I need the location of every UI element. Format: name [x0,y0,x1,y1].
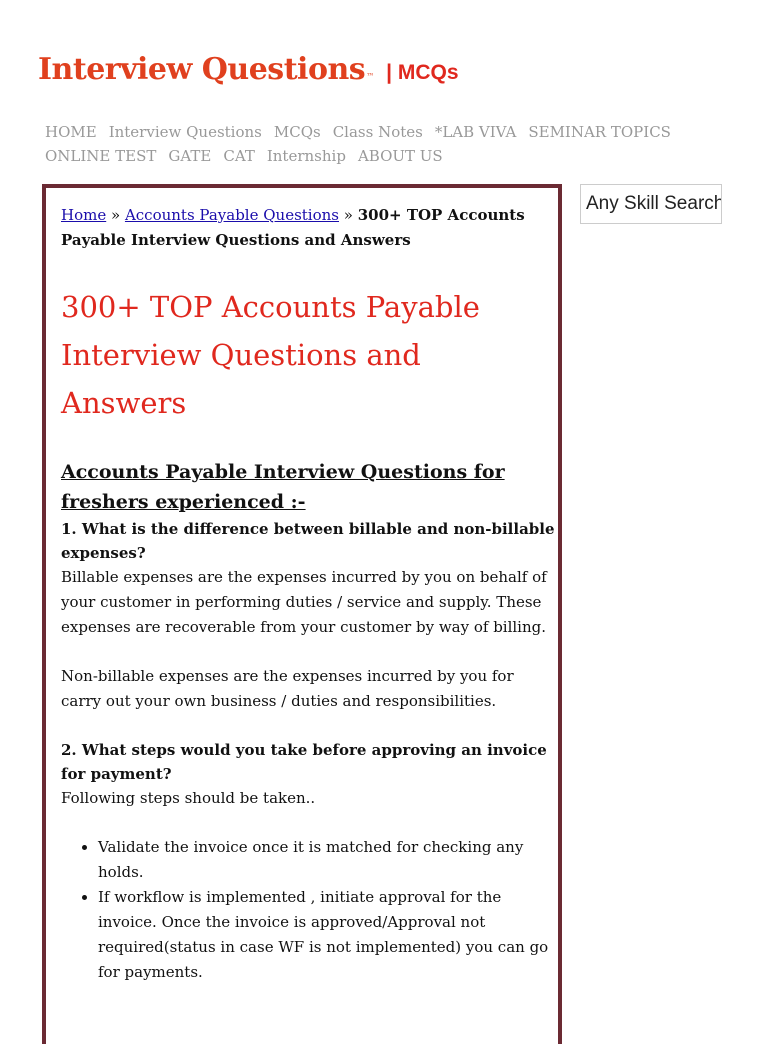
answer-1-paragraph-2: Non-billable expenses are the expenses incurred by you for carry out your own business / duties and responsibilities. [61,667,514,710]
nav-item-cat[interactable]: CAT [223,147,255,165]
answer-2-intro: Following steps should be taken.. [61,789,316,807]
question-1: 1. What is the difference between billable and non-billable expenses? [61,520,555,562]
main-nav [45,120,725,168]
breadcrumb-category-link[interactable]: Accounts Payable Questions [124,206,339,224]
page-title: 300+ TOP Accounts Payable Interview Questions and Answers [61,290,480,420]
section-heading: Accounts Payable Interview Questions for freshers experienced :- [61,461,505,513]
nav-item-mcqs[interactable]: MCQs [273,123,321,141]
logo-subtitle[interactable]: | MCQs [386,61,459,84]
answer-1-paragraph-1: Billable expenses are the expenses incurred by you on behalf of your customer in performing duties / service and supply. These expenses are recoverable from your customer by way of billing. [61,568,547,636]
breadcrumb-separator: » [339,206,358,224]
logo-trademark: ™ [366,72,375,81]
list-item: • Validate the invoice once it is matched for checking any holds. [98,835,555,885]
answer-2-steps [61,835,555,985]
nav-item-interview-questions[interactable]: Interview Questions [108,123,262,141]
question-2: 2. What steps would you take before approving an invoice for payment? [61,741,547,783]
site-logo[interactable]: Interview Questions [38,52,366,87]
nav-item-about-us[interactable]: ABOUT US [357,147,443,165]
list-item: • If workflow is implemented , initiate approval for the invoice. Once the invoice is approved/Approval not required(status in case WF is not implemented) you can go for payments. [98,885,555,985]
nav-item-class-notes[interactable]: Class Notes [332,123,423,141]
breadcrumb-home-link[interactable]: Home [61,206,107,224]
article-container [42,184,562,1044]
breadcrumb-separator: » [106,206,125,224]
search-input[interactable] [580,184,722,224]
breadcrumb-current: 300+ TOP Accounts Payable Interview Questions and Answers [61,206,525,249]
spacer [61,640,555,664]
nav-item-lab-viva[interactable]: *LAB VIVA [434,123,517,141]
nav-item-online-test[interactable]: ONLINE TEST [45,147,157,165]
nav-item-gate[interactable]: GATE [168,147,212,165]
breadcrumb [61,203,555,253]
nav-item-internship[interactable]: Internship [266,147,346,165]
nav-item-seminar-topics[interactable]: SEMINAR TOPICS [528,123,671,141]
nav-item-home[interactable]: HOME [45,123,97,141]
site-header [38,52,459,87]
article-inner [61,203,555,985]
spacer [61,714,555,738]
